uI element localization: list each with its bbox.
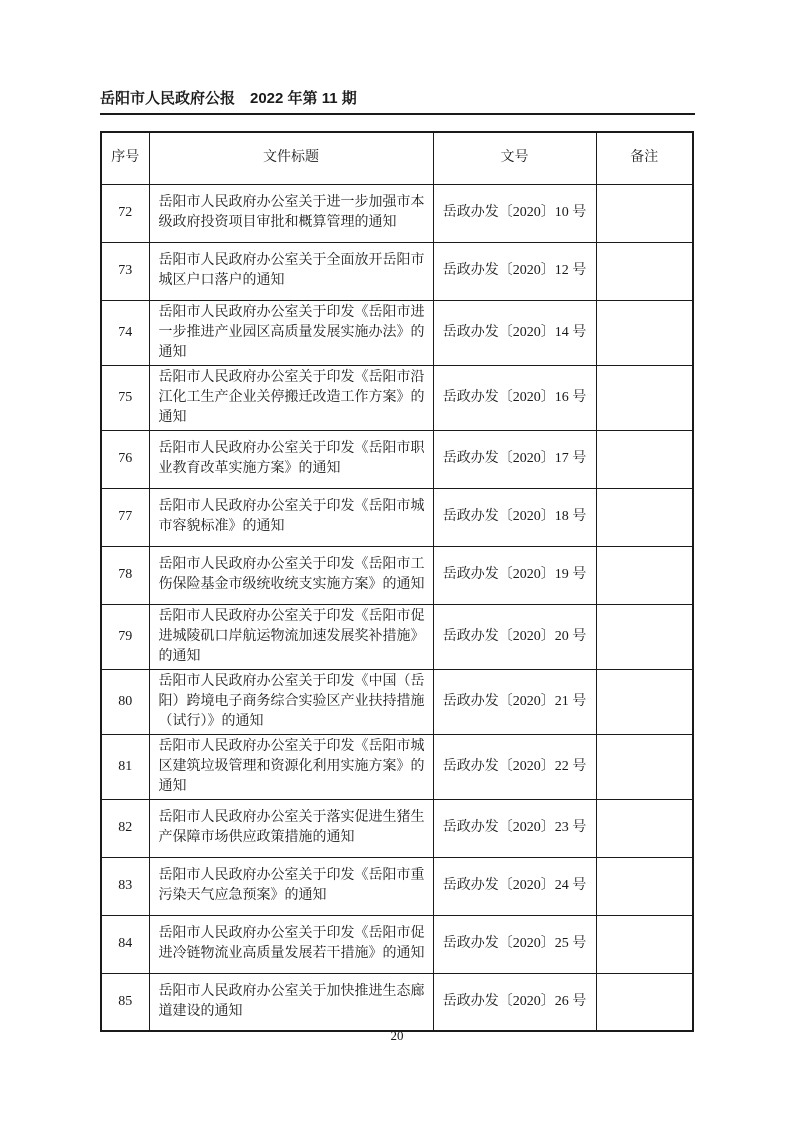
- column-header-docnumber: 文号: [433, 132, 596, 184]
- page-header: [100, 90, 695, 115]
- document-number-cell: 岳政办发〔2020〕21 号: [433, 669, 596, 734]
- document-number-cell: 岳政办发〔2020〕22 号: [433, 734, 596, 799]
- table-row: [101, 799, 693, 857]
- document-number-cell: 岳政办发〔2020〕17 号: [433, 430, 596, 488]
- serial-number-cell: 80: [101, 669, 149, 734]
- remark-cell: [596, 857, 693, 915]
- document-number-cell: 岳政办发〔2020〕24 号: [433, 857, 596, 915]
- table-row: [101, 604, 693, 669]
- document-number-cell: 岳政办发〔2020〕23 号: [433, 799, 596, 857]
- document-title-cell: 岳阳市人民政府办公室关于印发《岳阳市促进城陵矶口岸航运物流加速发展奖补措施》的通知: [149, 604, 433, 669]
- document-title-cell: 岳阳市人民政府办公室关于印发《岳阳市城市容貌标准》的通知: [149, 488, 433, 546]
- column-header-title: 文件标题: [149, 132, 433, 184]
- document-title-cell: 岳阳市人民政府办公室关于印发《岳阳市城区建筑垃圾管理和资源化利用实施方案》的通知: [149, 734, 433, 799]
- document-title-cell: 岳阳市人民政府办公室关于落实促进生猪生产保障市场供应政策措施的通知: [149, 799, 433, 857]
- table-row: [101, 184, 693, 242]
- document-title-cell: 岳阳市人民政府办公室关于进一步加强市本级政府投资项目审批和概算管理的通知: [149, 184, 433, 242]
- document-number-cell: 岳政办发〔2020〕16 号: [433, 365, 596, 430]
- table-row: [101, 365, 693, 430]
- table-header-row: [101, 132, 693, 184]
- gazette-title: 岳阳市人民政府公报 2022 年第 11 期: [100, 90, 357, 107]
- remark-cell: [596, 973, 693, 1031]
- document-number-cell: 岳政办发〔2020〕18 号: [433, 488, 596, 546]
- document-title-cell: 岳阳市人民政府办公室关于加快推进生态廊道建设的通知: [149, 973, 433, 1031]
- remark-cell: [596, 546, 693, 604]
- document-number-cell: 岳政办发〔2020〕10 号: [433, 184, 596, 242]
- serial-number-cell: 84: [101, 915, 149, 973]
- column-header-serial: 序号: [101, 132, 149, 184]
- serial-number-cell: 79: [101, 604, 149, 669]
- document-number-cell: 岳政办发〔2020〕20 号: [433, 604, 596, 669]
- page-number: 20: [390, 1028, 404, 1043]
- serial-number-cell: 76: [101, 430, 149, 488]
- table-row: [101, 915, 693, 973]
- serial-number-cell: 72: [101, 184, 149, 242]
- document-number-cell: 岳政办发〔2020〕14 号: [433, 300, 596, 365]
- serial-number-cell: 73: [101, 242, 149, 300]
- document-title-cell: 岳阳市人民政府办公室关于全面放开岳阳市城区户口落户的通知: [149, 242, 433, 300]
- document-title-cell: 岳阳市人民政府办公室关于印发《岳阳市进一步推进产业园区高质量发展实施办法》的通知: [149, 300, 433, 365]
- document-index-table: [100, 131, 694, 1032]
- serial-number-cell: 85: [101, 973, 149, 1031]
- document-number-cell: 岳政办发〔2020〕19 号: [433, 546, 596, 604]
- remark-cell: [596, 365, 693, 430]
- remark-cell: [596, 734, 693, 799]
- serial-number-cell: 83: [101, 857, 149, 915]
- remark-cell: [596, 184, 693, 242]
- table-row: [101, 300, 693, 365]
- table-row: [101, 488, 693, 546]
- document-number-cell: 岳政办发〔2020〕25 号: [433, 915, 596, 973]
- remark-cell: [596, 488, 693, 546]
- serial-number-cell: 74: [101, 300, 149, 365]
- remark-cell: [596, 799, 693, 857]
- remark-cell: [596, 669, 693, 734]
- document-title-cell: 岳阳市人民政府办公室关于印发《岳阳市职业教育改革实施方案》的通知: [149, 430, 433, 488]
- document-title-cell: 岳阳市人民政府办公室关于印发《岳阳市沿江化工生产企业关停搬迁改造工作方案》的通知: [149, 365, 433, 430]
- remark-cell: [596, 430, 693, 488]
- document-number-cell: 岳政办发〔2020〕26 号: [433, 973, 596, 1031]
- document-title-cell: 岳阳市人民政府办公室关于印发《岳阳市促进冷链物流业高质量发展若干措施》的通知: [149, 915, 433, 973]
- table-row: [101, 669, 693, 734]
- document-title-cell: 岳阳市人民政府办公室关于印发《岳阳市工伤保险基金市级统收统支实施方案》的通知: [149, 546, 433, 604]
- serial-number-cell: 78: [101, 546, 149, 604]
- serial-number-cell: 82: [101, 799, 149, 857]
- serial-number-cell: 81: [101, 734, 149, 799]
- table-row: [101, 430, 693, 488]
- remark-cell: [596, 300, 693, 365]
- remark-cell: [596, 915, 693, 973]
- table-row: [101, 242, 693, 300]
- table-row: [101, 857, 693, 915]
- document-title-cell: 岳阳市人民政府办公室关于印发《中国（岳阳）跨境电子商务综合实验区产业扶持措施（试行）》的通知: [149, 669, 433, 734]
- remark-cell: [596, 242, 693, 300]
- document-number-cell: 岳政办发〔2020〕12 号: [433, 242, 596, 300]
- table-row: [101, 973, 693, 1031]
- serial-number-cell: 75: [101, 365, 149, 430]
- document-title-cell: 岳阳市人民政府办公室关于印发《岳阳市重污染天气应急预案》的通知: [149, 857, 433, 915]
- column-header-remark: 备注: [596, 132, 693, 184]
- serial-number-cell: 77: [101, 488, 149, 546]
- table-row: [101, 734, 693, 799]
- table-row: [101, 546, 693, 604]
- remark-cell: [596, 604, 693, 669]
